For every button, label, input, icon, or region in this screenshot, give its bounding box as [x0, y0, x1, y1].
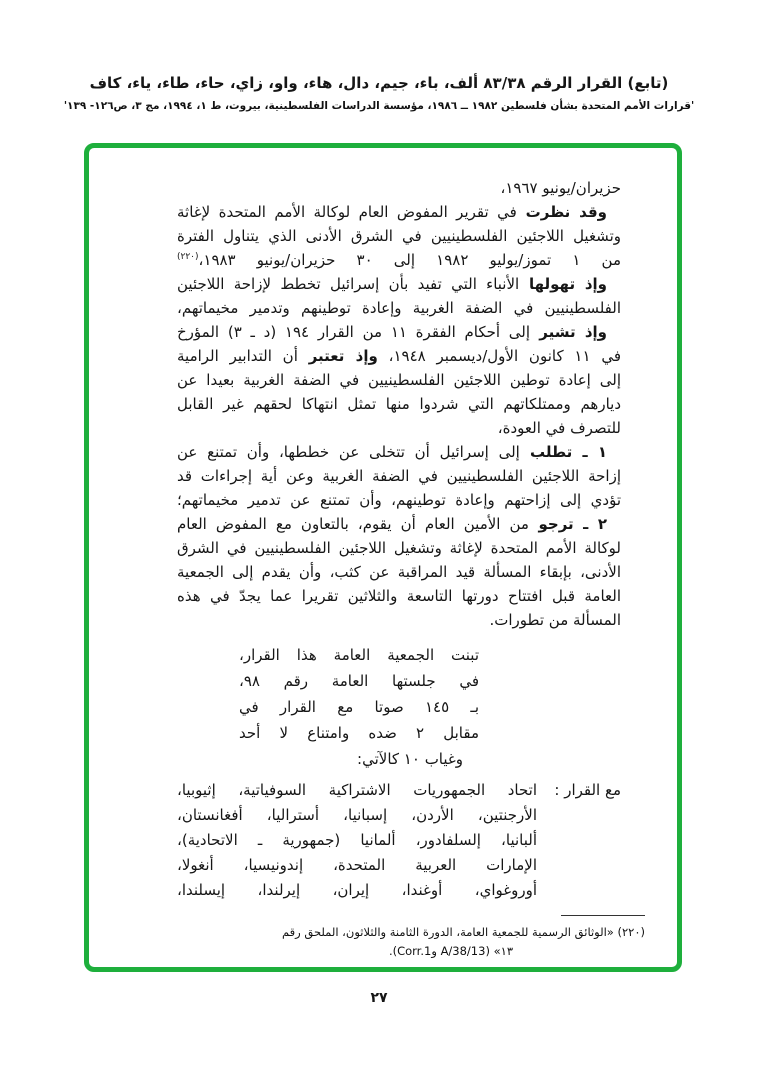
- body-line: الأدنى، بإبقاء المسألة قيد المراقبة عن كثب، وأن يقدم إلى الجمعية: [177, 563, 621, 581]
- adoption-line: في جلستها العامة رقم ٩٨،: [239, 672, 479, 690]
- body-line: من ١ تموز/يوليو ١٩٨٢ إلى ٣٠ حزيران/يونيو ١٩٨٣،$^{(٢٢٠)}$: [177, 251, 621, 269]
- body-paragraphs: [177, 176, 621, 632]
- body-line: إلى إعادة توطين اللاجئين الفلسطينيين في الضفة الغربية بعيدا عن: [177, 371, 621, 389]
- footnote-line: ١٣» (A/38/13 وCorr.1).: [388, 944, 513, 958]
- footnote: [177, 915, 645, 961]
- body-line: وإذ تشير إلى أحكام الفقرة ١١ من القرار ١٩٤ (د ـ ٣) المؤرخ: [177, 323, 607, 341]
- resolution-title: (تابع) القرار الرقم ٨٣/٣٨ ألف، باء، جيم، دال، هاء، واو، زاي، حاء، طاء، ياء، كاف: [89, 74, 669, 92]
- body-line: حزيران/يونيو ١٩٦٧،: [500, 179, 621, 197]
- vote-label: مع القرار :: [554, 781, 621, 799]
- page-number: ٢٧: [370, 990, 388, 1006]
- body-line: للتصرف في العودة،: [497, 419, 621, 437]
- vote-countries-line: اتحاد الجمهوريات الاشتراكية السوفياتية، إثيوبيا،: [177, 781, 537, 799]
- source-citation: 'قرارات الأمم المتحدة بشأن فلسطين ١٩٨٢ ــ ١٩٨٦، مؤسسة الدراسات الفلسطينية، بيروت، ط ١، ١٩٩٤، مج ٣، ص١٢٦- ١٣٩': [63, 100, 695, 112]
- body-line: الفلسطينيين في الضفة الغربية وإعادة توطينهم وتدمير مخيماتهم،: [177, 299, 621, 317]
- body-line: لوكالة الأمم المتحدة لإغاثة وتشغيل اللاجئين الفلسطينيين في الشرق: [177, 539, 621, 557]
- vote-countries-line: الإمارات العربية المتحدة، إندونيسيا، أنغولا،: [177, 856, 537, 874]
- resolution-box: [84, 143, 682, 972]
- body-line: المسألة من تطورات.: [489, 611, 621, 629]
- footnote-divider: [561, 915, 645, 916]
- body-line: تؤدي إلى إزاحتهم وإعادة توطينهم، وأن تمتنع عن تدمير مخيماتهم؛: [177, 491, 621, 509]
- adoption-line: وغياب ١٠ كالآتي:: [357, 750, 463, 768]
- body-line: ديارهم وممتلكاتهم التي شردوا منها تمثل انتهاكا لحقهم غير القابل: [177, 395, 621, 413]
- body-line: ٢ ـ ترجو من الأمين العام أن يقوم، بالتعاون مع المفوض العام: [177, 515, 607, 533]
- page-header: [0, 72, 758, 112]
- resolution-text: [89, 148, 677, 961]
- vote-countries-line: الأرجنتين، الأردن، إسبانيا، أستراليا، أفغانستان،: [177, 806, 537, 824]
- vote-countries-line: ألبانيا، إلسلفادور، ألمانيا (جمهورية ـ الاتحادية)،: [177, 831, 537, 849]
- body-line: إزاحة اللاجئين الفلسطينيين في الضفة الغربية وعن أية إجراءات قد: [177, 467, 621, 485]
- vote-countries: [177, 778, 537, 903]
- vote-row: [177, 778, 621, 903]
- footnote-line: (٢٢٠) «الوثائق الرسمية للجمعية العامة، الدورة الثامنة والثلاثون، الملحق رقم: [282, 925, 645, 939]
- adoption-line: بـ ١٤٥ صوتا مع القرار في: [239, 698, 479, 716]
- adoption-line: تبنت الجمعية العامة هذا القرار،: [239, 646, 479, 664]
- adoption-line: مقابل ٢ ضده وامتناع لا أحد: [239, 724, 479, 742]
- adoption-block: [239, 642, 479, 772]
- body-line: ١ ـ تطلب إلى إسرائيل أن تتخلى عن خططها، وأن تمتنع عن: [177, 443, 607, 461]
- body-line: وإذ تهولها الأنباء التي تفيد بأن إسرائيل تخطط لإزاحة اللاجئين: [177, 275, 608, 293]
- vote-countries-line: أوروغواي، أوغندا، إيران، إيرلندا، إيسلندا،: [177, 881, 537, 899]
- body-line: وتشغيل اللاجئين الفلسطينيين في الشرق الأدنى الذي يتناول الفترة: [177, 227, 621, 245]
- body-line: وقد نظرت في تقرير المفوض العام لوكالة الأمم المتحدة لإغاثة: [177, 203, 607, 221]
- body-line: في ١١ كانون الأول/ديسمبر ١٩٤٨، وإذ تعتبر أن التدابير الرامية: [177, 347, 622, 365]
- body-line: العامة قبل افتتاح دورتها التاسعة والثلاثين تقريرا عما يجدّ في هذه: [177, 587, 621, 605]
